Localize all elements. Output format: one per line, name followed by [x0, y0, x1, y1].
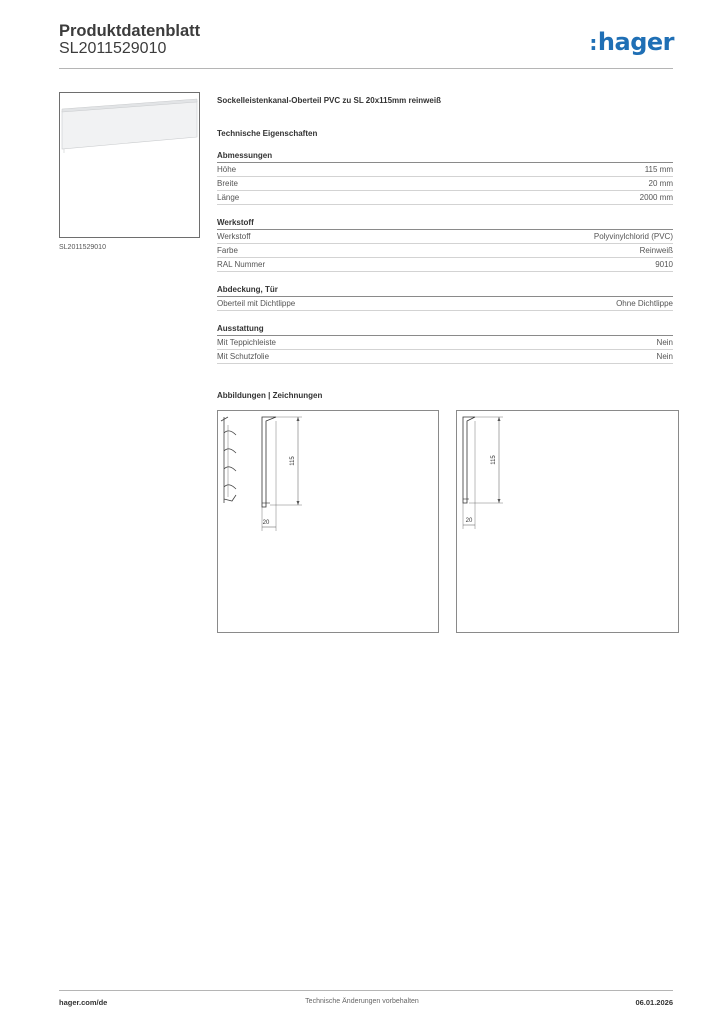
spec-label: Breite	[217, 179, 238, 188]
dim-height-label: 115	[290, 456, 296, 466]
spec-value: Reinweiß	[639, 246, 673, 255]
dim-height-label: 115	[491, 455, 497, 465]
spec-label: RAL Nummer	[217, 260, 266, 269]
dim-width-label: 20	[465, 518, 473, 524]
spec-value: Ohne Dichtlippe	[616, 299, 673, 308]
page-title: Produktdatenblatt	[59, 22, 201, 40]
hager-logo: :hager	[589, 28, 674, 56]
spec-group-dimensions	[217, 151, 673, 205]
spec-row	[217, 258, 673, 272]
spec-label: Mit Schutzfolie	[217, 352, 270, 361]
spec-value: 20 mm	[648, 179, 673, 188]
spec-label: Länge	[217, 193, 240, 202]
product-id: SL2011529010	[59, 40, 167, 57]
product-image-caption: SL2011529010	[59, 244, 106, 251]
footer-disclaimer: Technische Änderungen vorbehalten	[305, 998, 419, 1005]
technical-drawing-2	[456, 410, 679, 633]
specs-heading: Technische Eigenschaften	[217, 129, 318, 138]
drawings-heading: Abbildungen | Zeichnungen	[217, 391, 323, 400]
dim-width-label: 20	[262, 520, 270, 526]
spec-value: Polyvinylchlorid (PVC)	[593, 232, 673, 241]
product-name: Sockelleistenkanal-Oberteil PVC zu SL 20x115mm reinweiß	[217, 96, 441, 105]
spec-value: 2000 mm	[639, 193, 673, 202]
spec-row	[217, 177, 673, 191]
spec-label: Farbe	[217, 246, 238, 255]
spec-label: Mit Teppichleiste	[217, 338, 276, 347]
spec-content	[217, 96, 673, 364]
footer-date: 06.01.2026	[635, 998, 673, 1007]
spec-value: Nein	[656, 352, 673, 361]
product-image	[59, 92, 200, 238]
footer-website-link[interactable]: hager.com/de	[59, 998, 108, 1007]
spec-row	[217, 163, 673, 177]
group-title: Werkstoff	[217, 218, 673, 230]
logo-text: hager	[597, 28, 674, 56]
spec-value: 115 mm	[644, 165, 673, 174]
spec-row	[217, 230, 673, 244]
spec-row	[217, 297, 673, 311]
group-title: Ausstattung	[217, 324, 673, 336]
technical-drawing-1	[217, 410, 439, 633]
spec-row	[217, 191, 673, 205]
spec-value: 9010	[655, 260, 673, 269]
spec-group-equipment	[217, 324, 673, 364]
spec-group-material	[217, 218, 673, 272]
footer-divider	[59, 990, 673, 991]
spec-row	[217, 244, 673, 258]
spec-value: Nein	[656, 338, 673, 347]
spec-label: Oberteil mit Dichtlippe	[217, 299, 296, 308]
spec-row	[217, 336, 673, 350]
group-title: Abmessungen	[217, 151, 673, 163]
spec-row	[217, 350, 673, 364]
spec-label: Werkstoff	[217, 232, 251, 241]
spec-group-cover	[217, 285, 673, 311]
group-title: Abdeckung, Tür	[217, 285, 673, 297]
spec-label: Höhe	[217, 165, 237, 174]
header-divider	[59, 68, 673, 69]
